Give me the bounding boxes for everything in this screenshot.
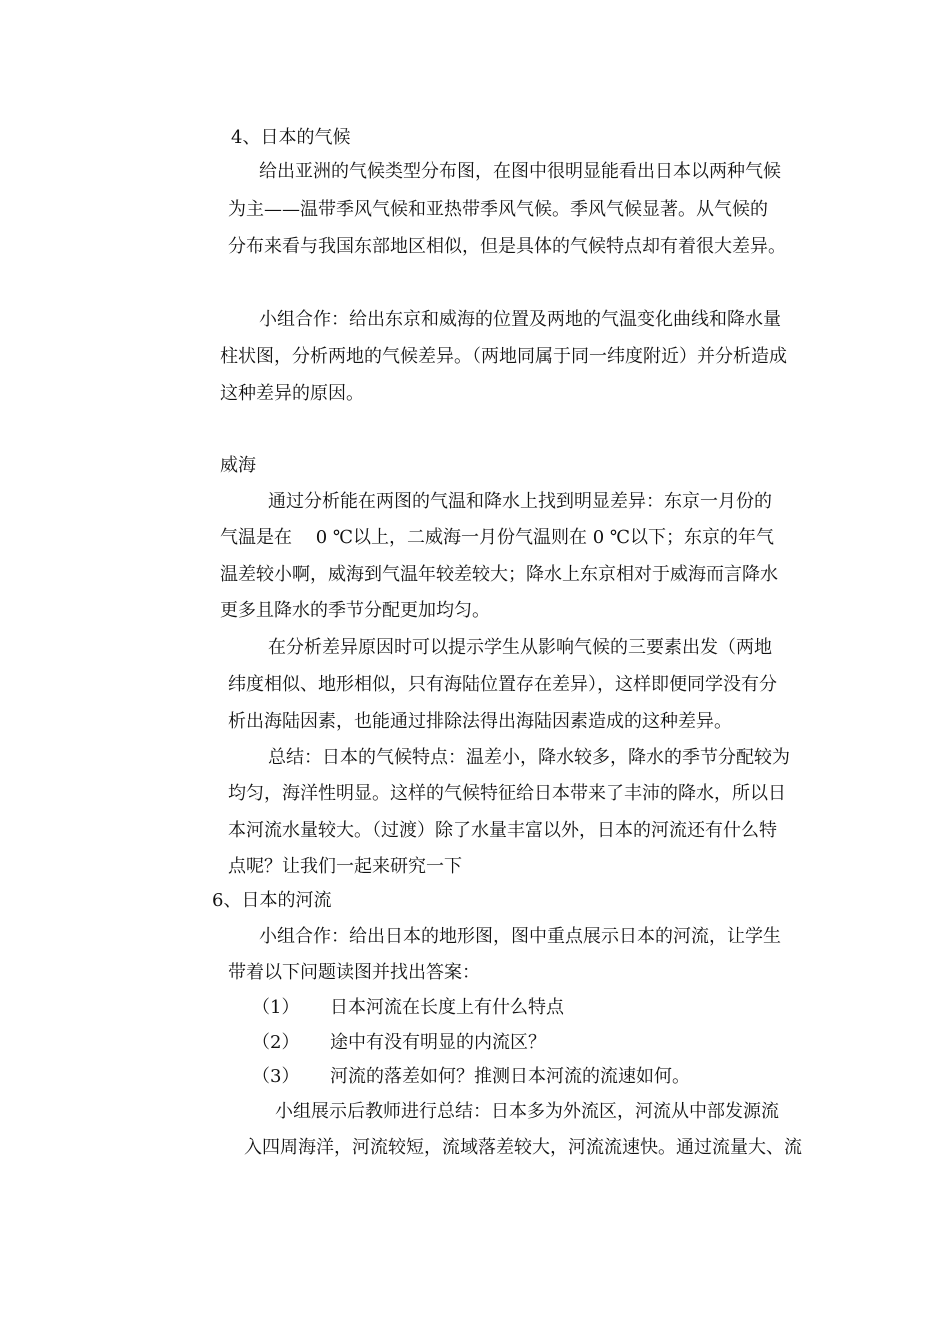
city-label: 威海 [220,455,256,476]
question-text: 途中有没有明显的内流区？ [330,1032,546,1053]
question-number: （2） [252,1032,300,1053]
analysis-line: 温差较小啊，威海到气温年较差较大；降水上东京相对于威海而言降水 [220,564,778,585]
question-number: （3） [252,1066,300,1087]
summary-line: 点呢？让我们一起来研究一下 [228,856,462,877]
climate-paragraph-line: 为主——温带季风气候和亚热带季风气候。季风气候显著。从气候的 [228,199,768,220]
river-group-work-line: 带着以下问题读图并找出答案： [228,962,480,983]
reason-line: 纬度相似、地形相似，只有海陆位置存在差异），这样即便同学没有分 [228,674,777,695]
summary-line: 总结：日本的气候特点：温差小，降水较多，降水的季节分配较为 [268,747,790,768]
group-work-line: 柱状图，分析两地的气候差异。（两地同属于同一纬度附近）并分析造成 [220,346,787,367]
question-text: 河流的落差如何？推测日本河流的流速如何。 [330,1066,690,1087]
section-6-heading: 6、日本的河流 [212,890,332,911]
summary-line: 均匀，海洋性明显。这样的气候特征给日本带来了丰沛的降水，所以日 [228,783,786,804]
teacher-summary-line: 入四周海洋，河流较短，流域落差较大，河流流速快。通过流量大、流 [244,1137,802,1158]
summary-line: 本河流水量较大。（过渡）除了水量丰富以外，日本的河流还有什么特 [228,820,777,841]
river-group-work-line: 小组合作：给出日本的地形图，图中重点展示日本的河流，让学生 [259,926,781,947]
analysis-line: 通过分析能在两图的气温和降水上找到明显差异：东京一月份的 [268,491,772,512]
climate-paragraph-line: 分布来看与我国东部地区相似，但是具体的气候特点却有着很大差异。 [228,236,786,257]
section-4-heading: 4、日本的气候 [231,127,351,148]
group-work-line: 这种差异的原因。 [220,383,364,404]
analysis-line: 气温是在 0 ℃以上，二威海一月份气温则在 0 ℃以下；东京的年气 [220,527,775,548]
teacher-summary-line: 小组展示后教师进行总结：日本多为外流区，河流从中部发源流 [275,1101,779,1122]
reason-line: 在分析差异原因时可以提示学生从影响气候的三要素出发（两地 [268,637,772,658]
group-work-line: 小组合作：给出东京和威海的位置及两地的气温变化曲线和降水量 [259,309,781,330]
question-number: （1） [252,997,300,1018]
question-text: 日本河流在长度上有什么特点 [330,997,564,1018]
analysis-line: 更多且降水的季节分配更加均匀。 [220,600,490,621]
reason-line: 析出海陆因素，也能通过排除法得出海陆因素造成的这种差异。 [228,711,732,732]
climate-paragraph-line: 给出亚洲的气候类型分布图，在图中很明显能看出日本以两种气候 [259,161,781,182]
